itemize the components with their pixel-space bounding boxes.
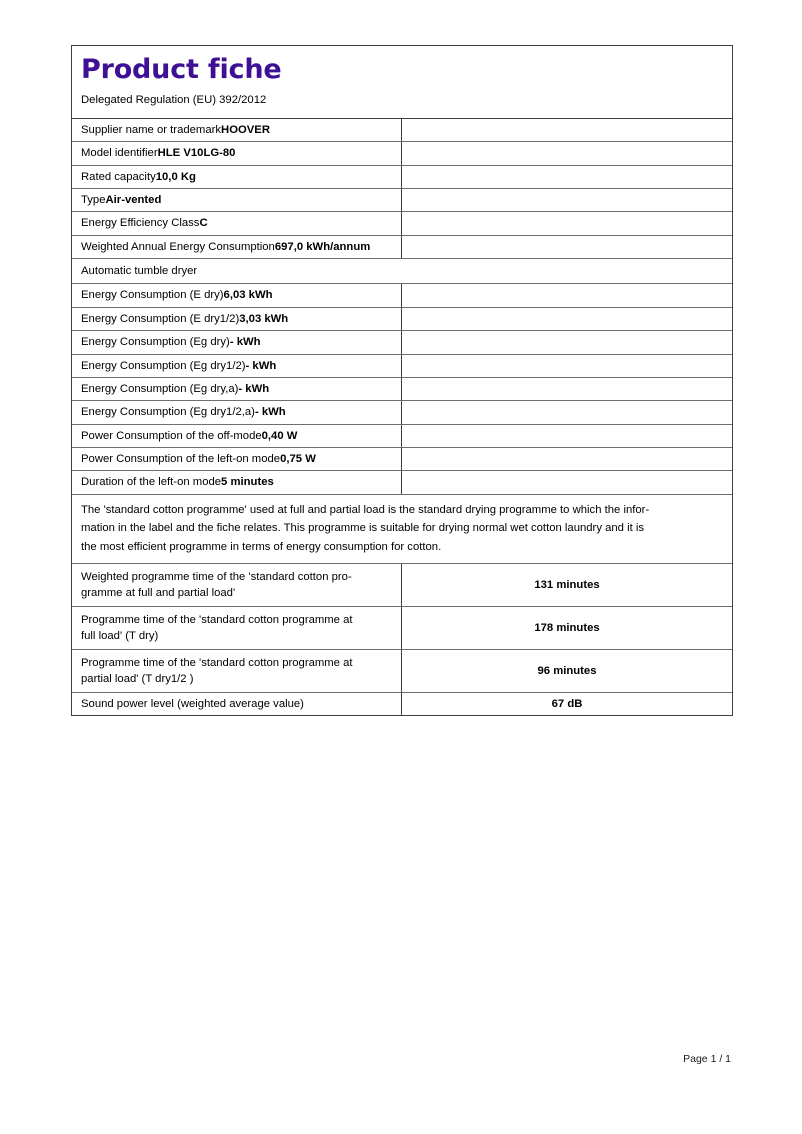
row-label xyxy=(72,425,402,447)
row-label xyxy=(72,564,402,606)
note-line-3: the most efficient programme in terms of energy consumption for cotton. xyxy=(81,540,442,553)
row-label xyxy=(72,308,402,330)
table-row xyxy=(72,693,732,716)
label-line-1: Programme time of the 'standard cotton programme at xyxy=(81,613,353,626)
row-label xyxy=(72,212,402,234)
label-value: 5 minutes xyxy=(221,476,274,489)
table-row xyxy=(72,607,732,650)
standard-cotton-programme-note xyxy=(72,495,732,564)
label-text: Energy Consumption (E dry) xyxy=(81,289,224,302)
row-label xyxy=(72,378,402,400)
row-value xyxy=(402,166,732,188)
row-label xyxy=(72,331,402,353)
label-line-2: gramme at full and partial load' xyxy=(81,587,236,599)
row-value xyxy=(402,142,732,164)
label-value: - kWh xyxy=(254,406,286,419)
row-label xyxy=(72,284,402,306)
label-text: Duration of the left-on mode xyxy=(81,476,222,489)
label-value: Air-vented xyxy=(105,193,162,206)
label-value: - kWh xyxy=(238,382,270,395)
row-label xyxy=(72,401,402,423)
table-row xyxy=(72,284,732,307)
table-row xyxy=(72,355,732,378)
row-label xyxy=(72,471,402,493)
label-line-1: Programme time of the 'standard cotton programme at xyxy=(81,656,353,669)
table-row xyxy=(72,308,732,331)
label-value: - kWh xyxy=(245,359,277,372)
table-row xyxy=(72,378,732,401)
table-row xyxy=(72,471,732,494)
table-row xyxy=(72,166,732,189)
row-value xyxy=(402,425,732,447)
label-text: Power Consumption of the off-mode xyxy=(81,429,262,442)
label-line-2: partial load' (T dry1/2 ) xyxy=(81,673,194,685)
row-value xyxy=(402,236,732,258)
row-value xyxy=(402,308,732,330)
row-label xyxy=(72,119,402,141)
label-text: Model identifier xyxy=(81,147,158,160)
table-row xyxy=(72,142,732,165)
table-row xyxy=(72,119,732,142)
automatic-tumble-dryer-row xyxy=(72,259,732,284)
row-value: 178 minutes xyxy=(534,621,600,634)
row-value xyxy=(402,119,732,141)
label-value: C xyxy=(199,217,208,230)
label-text: Energy Consumption (Eg dry1/2) xyxy=(81,359,246,372)
table-row xyxy=(72,236,732,259)
label-value: 697,0 kWh/annum xyxy=(274,240,371,253)
row-value xyxy=(402,212,732,234)
row-value xyxy=(402,401,732,423)
label-text: Energy Consumption (Eg dry1/2,a) xyxy=(81,406,255,419)
row-label xyxy=(72,448,402,470)
row-label xyxy=(72,693,402,715)
label-value: 6,03 kWh xyxy=(223,289,273,302)
label-text: Energy Efficiency Class xyxy=(81,217,200,230)
note-line-1: The 'standard cotton programme' used at full and partial load is the standard drying programme to which the infor- xyxy=(81,503,650,516)
table-row xyxy=(72,331,732,354)
automatic-tumble-dryer-label: Automatic tumble dryer xyxy=(81,265,198,278)
row-value xyxy=(402,189,732,211)
row-label xyxy=(72,650,402,692)
page-title: Product fiche xyxy=(81,54,282,85)
row-label xyxy=(72,189,402,211)
label-text: Energy Consumption (E dry1/2) xyxy=(81,312,240,325)
regulation-subtitle: Delegated Regulation (EU) 392/2012 xyxy=(81,94,267,107)
row-value: 96 minutes xyxy=(537,664,597,677)
label-text: Energy Consumption (Eg dry) xyxy=(81,336,230,349)
page-footer: Page 1 / 1 xyxy=(683,1053,731,1065)
label-value: HOOVER xyxy=(221,123,270,136)
label-value: 0,75 W xyxy=(280,453,316,466)
row-value xyxy=(402,331,732,353)
row-value xyxy=(402,471,732,493)
label-text: Energy Consumption (Eg dry,a) xyxy=(81,382,239,395)
label-value: 10,0 Kg xyxy=(155,170,196,183)
row-value xyxy=(402,448,732,470)
product-fiche-table xyxy=(71,45,733,716)
row-label xyxy=(72,236,402,258)
row-value: 67 dB xyxy=(551,698,583,710)
label-text: Supplier name or trademark xyxy=(81,123,222,136)
note-text xyxy=(72,495,732,563)
label-text: Power Consumption of the left-on mode xyxy=(81,453,281,466)
label-line-1: Weighted programme time of the 'standard cotton pro- xyxy=(81,570,352,583)
label-value: HLE V10LG-80 xyxy=(157,147,236,160)
row-value: 131 minutes xyxy=(534,578,600,591)
label-text: Weighted Annual Energy Consumption xyxy=(81,240,275,253)
table-row xyxy=(72,564,732,607)
label-text: Rated capacity xyxy=(81,170,156,183)
label-text: Sound power level (weighted average value) xyxy=(81,698,304,710)
note-line-2: mation in the label and the fiche relates. This programme is suitable for drying normal wet cotton laundry and it is xyxy=(81,522,645,535)
row-value xyxy=(402,378,732,400)
table-row xyxy=(72,189,732,212)
row-value xyxy=(402,284,732,306)
table-row xyxy=(72,448,732,471)
label-value: 3,03 kWh xyxy=(239,312,289,325)
row-value xyxy=(402,355,732,377)
table-row xyxy=(72,425,732,448)
table-row xyxy=(72,650,732,693)
label-line-2: full load' (T dry) xyxy=(81,630,159,642)
label-value: - kWh xyxy=(229,336,261,349)
row-label xyxy=(72,355,402,377)
table-row xyxy=(72,401,732,424)
row-label xyxy=(72,607,402,649)
fiche-header xyxy=(72,46,732,119)
row-label xyxy=(72,166,402,188)
row-label xyxy=(72,142,402,164)
label-text: Type xyxy=(81,193,106,206)
label-value: 0,40 W xyxy=(261,429,298,442)
table-row xyxy=(72,212,732,235)
